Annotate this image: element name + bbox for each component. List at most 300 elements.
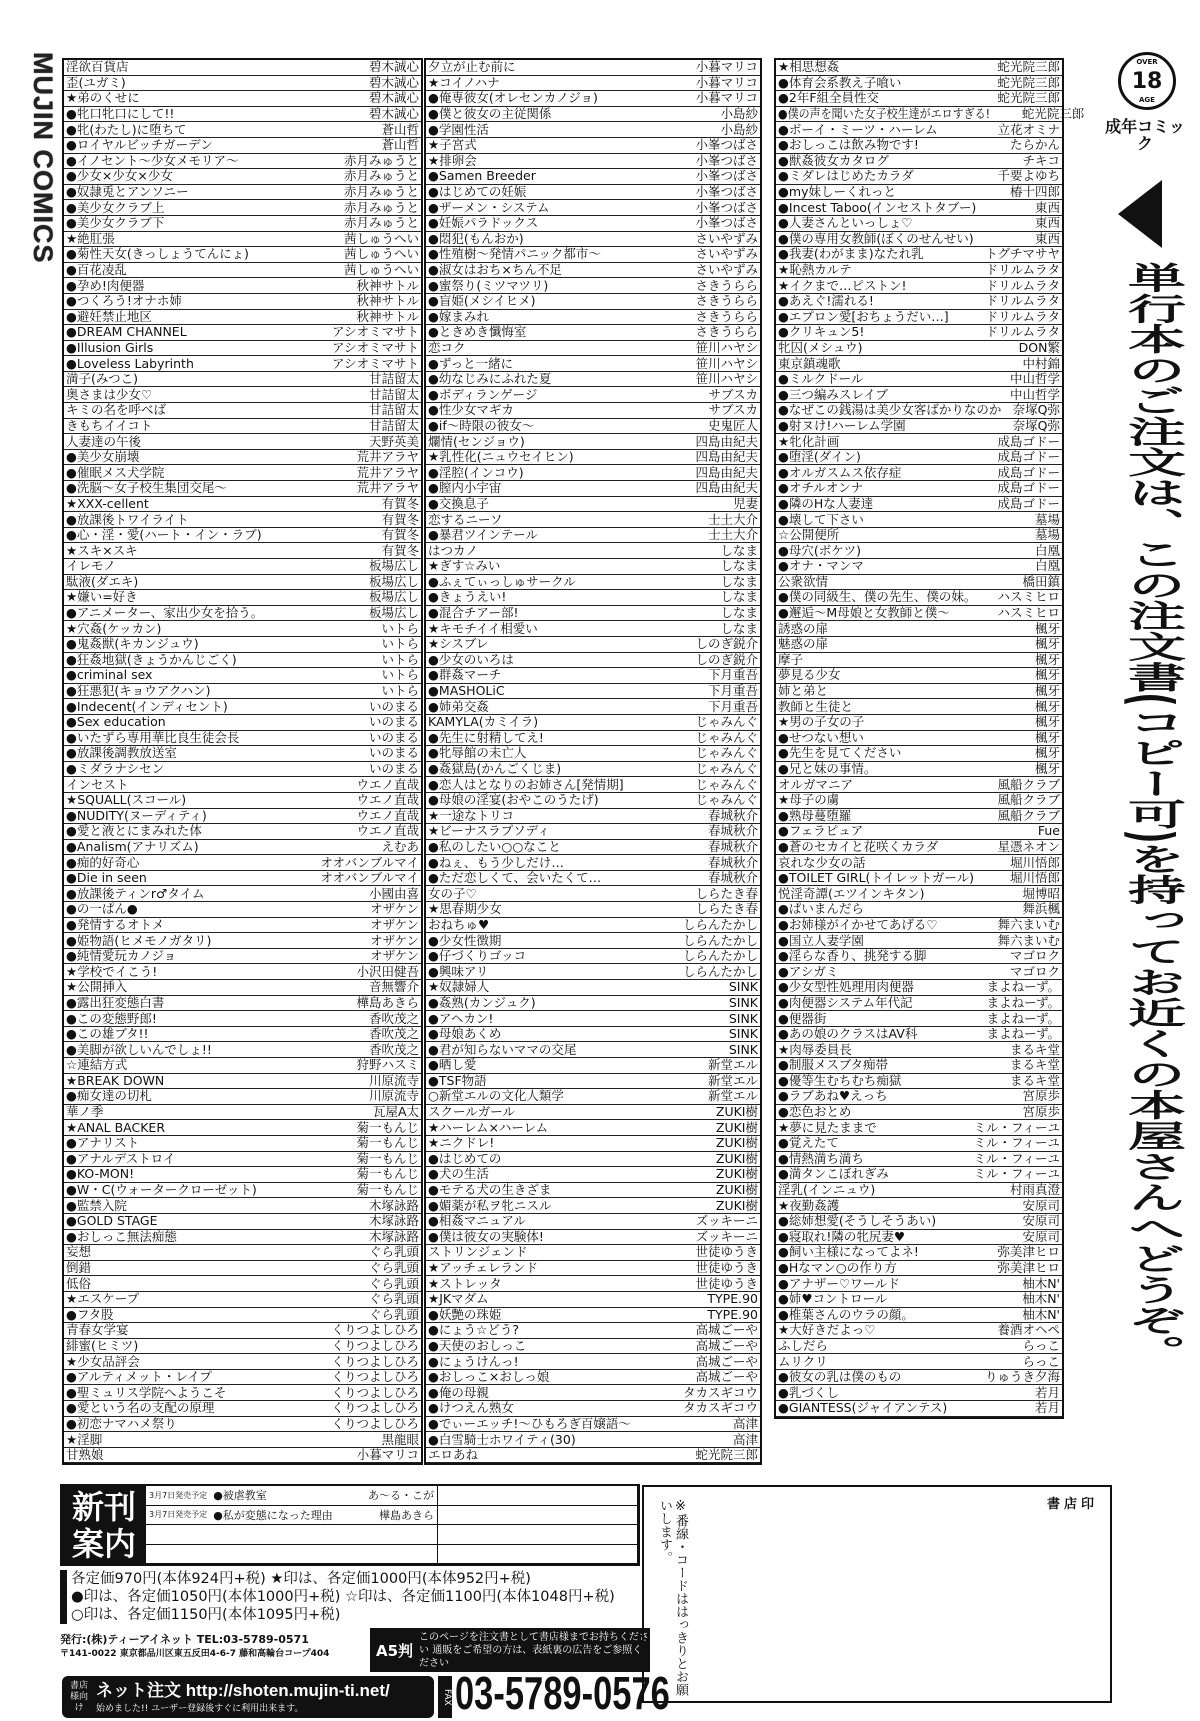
title-row: [776, 918, 1062, 934]
book-author: 荒井アラヤ: [356, 480, 419, 496]
title-row: [776, 793, 1062, 809]
book-author: 中山哲学: [1009, 386, 1060, 402]
title-row: [776, 1198, 1062, 1214]
title-row: [64, 1432, 421, 1448]
book-author: 柚木N': [1022, 1306, 1060, 1322]
book-title: ●妊娠パラドックス: [428, 215, 539, 231]
book-author: 高城ごーや: [695, 1337, 758, 1353]
book-author: いトら: [381, 636, 419, 652]
title-row: [426, 637, 760, 653]
book-author: 有賀冬: [381, 511, 419, 527]
book-title: 摩子: [778, 651, 804, 667]
book-author: いのまる: [368, 729, 419, 745]
book-title: ★公開挿入: [66, 979, 128, 995]
book-author: 蛇光院三郎: [997, 59, 1060, 75]
title-row: [426, 387, 760, 403]
book-title: ●牝口牝口にして!!: [66, 106, 175, 122]
book-author: まるキ堂: [1009, 1041, 1060, 1057]
title-row: [776, 434, 1062, 450]
book-title: ●あの娘のクラスはAV科: [778, 1026, 918, 1042]
title-row: [776, 185, 1062, 201]
book-author: 若月: [1034, 1384, 1060, 1400]
book-title: ★学校でイこう!: [66, 963, 158, 979]
book-author: たらかん: [1009, 137, 1060, 153]
book-author: 東西: [1034, 215, 1060, 231]
book-title: ●アニメーター、家出少女を拾う。: [66, 605, 264, 621]
book-title: ★ビーナスラプソディ: [428, 823, 550, 839]
title-row: [426, 341, 760, 357]
book-author: 小峯つばさ: [695, 152, 758, 168]
book-author: タカスギコウ: [682, 1400, 758, 1416]
title-row: [426, 1120, 760, 1136]
title-row: [776, 294, 1062, 310]
book-author: 堀川悟郎: [1009, 870, 1060, 886]
book-author: 有賀冬: [381, 527, 419, 543]
book-author: 千要よゆち: [997, 168, 1060, 184]
title-row: [426, 1074, 760, 1090]
release-author: あ〜る・こが: [368, 1489, 434, 1503]
book-author: 笹川ハヤシ: [695, 339, 758, 355]
book-author: サブスカ: [708, 402, 758, 418]
title-row: [776, 590, 1062, 606]
title-row: [776, 1089, 1062, 1105]
book-author: 板場広し: [368, 573, 419, 589]
book-author: ぐら乳頭: [368, 1244, 419, 1260]
title-row: [64, 1120, 421, 1136]
book-author: 舞浜楓: [1022, 901, 1060, 917]
book-author: 宮原歩: [1022, 1088, 1060, 1104]
book-author: 赤月みゅうと: [343, 199, 419, 215]
book-author: まよねーず。: [986, 1010, 1060, 1026]
book-author: 村雨真澄: [1009, 1182, 1060, 1198]
book-title: ●ロイヤルビッチガーデン: [66, 137, 213, 153]
book-author: 荒井アラヤ: [356, 449, 419, 465]
title-row: [776, 668, 1062, 684]
book-author: しらたき春: [695, 885, 758, 901]
title-row: [776, 263, 1062, 279]
book-title: ★JKマダム: [428, 1291, 489, 1307]
book-title: ●熟母蔓堕羅: [778, 807, 852, 823]
book-author: くりつよしひろ: [331, 1337, 419, 1353]
book-title: ●姦獄島(かんごくじま): [428, 761, 562, 777]
book-author: TYPE.90: [707, 1306, 758, 1322]
title-row: [776, 996, 1062, 1012]
title-row: [64, 419, 421, 435]
book-author: 墓場: [1034, 511, 1060, 527]
book-author: 白凰: [1034, 558, 1060, 574]
book-author: 楓牙: [1034, 698, 1060, 714]
title-row: [776, 91, 1062, 107]
title-row: [64, 1089, 421, 1105]
title-row: [776, 403, 1062, 419]
title-row: [426, 107, 760, 123]
title-row: [426, 154, 760, 170]
book-author: 橋田鎮: [1022, 573, 1060, 589]
title-row: [776, 699, 1062, 715]
book-author: 世徒ゆうき: [695, 1244, 758, 1260]
book-title: 魅惑の扉: [778, 636, 829, 652]
title-row: [64, 1042, 421, 1058]
book-author: SINK: [728, 979, 758, 995]
book-author: 黒龍眼: [381, 1431, 419, 1447]
title-row: [776, 372, 1062, 388]
title-row: [776, 528, 1062, 544]
book-title: 哀れな少女の話: [778, 854, 866, 870]
book-author: 茜しゅうへい: [343, 230, 419, 246]
book-title: ●催眠メス犬学院: [66, 464, 165, 480]
title-row: [426, 1011, 760, 1027]
title-row: [776, 855, 1062, 871]
title-row: [776, 543, 1062, 559]
title-row: [64, 1245, 421, 1261]
book-title: ●僕と彼女の主従関係: [428, 106, 552, 122]
book-title: ★ストレッタ: [428, 1275, 502, 1291]
book-author: まよねーず。: [986, 1026, 1060, 1042]
book-title: ●晒し愛: [428, 1057, 477, 1073]
title-row: [426, 902, 760, 918]
title-row: [64, 122, 421, 138]
book-author: 香吹茂之: [368, 1041, 419, 1057]
title-row: [64, 1136, 421, 1152]
title-row: [426, 325, 760, 341]
title-row: [426, 543, 760, 559]
book-title: ★夢に見たままで: [778, 1119, 877, 1135]
book-title: ●奴隷兎とアンソニー: [66, 184, 189, 200]
book-title: ●避妊禁止地区: [66, 308, 152, 324]
book-title: ●ミルクドール: [778, 371, 864, 387]
book-title: ●の一ぱん●: [66, 901, 138, 917]
title-row: [426, 606, 760, 622]
book-title: ●DREAM CHANNEL: [66, 324, 187, 340]
title-row: [64, 1105, 421, 1121]
book-author: オザケン: [370, 901, 419, 917]
title-row: [64, 528, 421, 544]
book-title: ●邂逅〜M母娘と女教師と僕〜: [778, 605, 950, 621]
book-title: 低俗: [66, 1275, 92, 1291]
book-title: ●肉便器システム年代記: [778, 994, 913, 1010]
book-title: ★穴姦(ケッカン): [66, 620, 162, 636]
book-title: ●痴的好奇心: [66, 854, 140, 870]
title-row: [64, 731, 421, 747]
title-row: [64, 310, 421, 326]
fax-number: 03-5789-0576: [455, 1667, 670, 1719]
title-row: [64, 715, 421, 731]
book-title: 奥さまは少女♡: [66, 386, 153, 402]
title-row: [64, 840, 421, 856]
book-title: ●姉弟交姦: [428, 698, 489, 714]
publisher-tel: 発行:(株)ティーアイネット TEL:03-5789-0571: [60, 1633, 309, 1646]
book-title: ●覚えたて: [778, 1135, 839, 1151]
book-title: ●盲姫(メシイヒメ): [428, 293, 536, 309]
title-row: [426, 1276, 760, 1292]
book-title: ●飼い主様になってよネ!: [778, 1244, 919, 1260]
book-author: 高城ごーや: [695, 1322, 758, 1338]
book-author: オザケン: [370, 932, 419, 948]
title-row: [776, 715, 1062, 731]
book-author: 秋神サトル: [356, 293, 419, 309]
release-title: ●私が変態になった理由: [213, 1508, 333, 1522]
book-author: 風船クラブ: [997, 776, 1060, 792]
book-title: ●僕の同級生、僕の先生、僕の妹。: [778, 589, 977, 605]
title-row: [64, 1292, 421, 1308]
book-title: ●にょうけんっ!: [428, 1353, 519, 1369]
title-row: [64, 138, 421, 154]
book-author: しなま: [720, 573, 758, 589]
title-row: [426, 840, 760, 856]
title-row: [426, 200, 760, 216]
title-row: [426, 1152, 760, 1168]
book-title: ★ANAL BACKER: [66, 1119, 166, 1135]
title-row: [64, 855, 421, 871]
book-title: ●性少女マギカ: [428, 402, 514, 418]
book-author: まるキ堂: [1009, 1072, 1060, 1088]
title-row: [426, 419, 760, 435]
book-title: ●母娘あくめ: [428, 1026, 502, 1042]
book-title: ★エスケープ: [66, 1291, 140, 1307]
book-title: ★コイノハナ: [428, 74, 500, 90]
book-author: 小島紗: [720, 106, 758, 122]
book-title: ★乳性化(ニュウセイヒン): [428, 449, 574, 465]
title-row: [426, 1432, 760, 1448]
book-title: ●妖艶の珠姫: [428, 1306, 502, 1322]
title-row: [426, 512, 760, 528]
title-row: [64, 1276, 421, 1292]
book-author: 小沢田健吾: [356, 963, 419, 979]
book-author: SINK: [728, 1010, 758, 1026]
book-author: 菊一もんじ: [356, 1182, 419, 1198]
book-title: ●姫物語(ヒメモノガタリ): [66, 932, 212, 948]
title-row: [64, 1339, 421, 1355]
book-author: 成島ゴドー: [997, 433, 1060, 449]
book-author: 春城秋介: [707, 807, 758, 823]
book-title: 華ノ季: [66, 1104, 104, 1120]
net-order-for: 書店様向け: [69, 1680, 88, 1713]
book-author: アシオミマサト: [331, 339, 419, 355]
book-title: 誘惑の扉: [778, 620, 829, 636]
book-title: ●姉♥コントロール: [778, 1291, 888, 1307]
title-row: [64, 699, 421, 715]
title-row: [426, 1339, 760, 1355]
title-row: [64, 60, 421, 76]
book-title: ストリンジェンド: [428, 1244, 528, 1260]
book-title: 女の子♡: [428, 885, 477, 901]
book-title: ●堕淫(ダイン): [778, 449, 861, 465]
book-title: ●淫腔(インコウ): [428, 464, 524, 480]
title-row: [776, 1011, 1062, 1027]
title-row: [64, 918, 421, 934]
title-row: [426, 1058, 760, 1074]
book-author: 狩野ハスミ: [356, 1057, 419, 1073]
book-title: ●にょう☆どう?: [428, 1322, 519, 1338]
title-row: [64, 1058, 421, 1074]
title-row: [64, 1417, 421, 1433]
book-author: アシオミマサト: [331, 355, 419, 371]
book-title: ●アナザー♡ワールド: [778, 1275, 900, 1291]
book-title: 人妻達の午後: [66, 433, 142, 449]
book-title: ●交換息子: [428, 495, 489, 511]
book-author: 菊一もんじ: [356, 1119, 419, 1135]
title-row: [64, 980, 421, 996]
book-title: ★シスブレ: [428, 636, 489, 652]
title-row: [426, 996, 760, 1012]
price-line: ○印は、各定価1150円(本体1095円+税): [71, 1607, 341, 1623]
book-title: ●百花凌乱: [66, 262, 127, 278]
book-title: ●少女型性処理用肉便器: [778, 979, 914, 995]
over-18-badge: [1118, 52, 1176, 110]
book-title: ●嫁まみれ: [428, 308, 489, 324]
title-row: [64, 1308, 421, 1324]
book-author: ハスミヒロ: [997, 605, 1060, 621]
book-title: ●蒼のセカイと花咲くカラダ: [778, 838, 939, 854]
book-title: ☆連結方式: [66, 1057, 128, 1073]
book-title: ●ボーイ・ミーツ・ハーレム: [778, 121, 938, 137]
book-title: ●椎葉さんのウラの顔。: [778, 1306, 914, 1322]
title-row: [426, 777, 760, 793]
title-row: [776, 559, 1062, 575]
book-title: ●放課後ティンr♂タイム: [66, 885, 205, 901]
title-row: [776, 964, 1062, 980]
book-author: 新堂エル: [707, 1057, 758, 1073]
book-author: 白凰: [1034, 542, 1060, 558]
book-author: 成島ゴドー: [997, 464, 1060, 480]
title-row: [64, 933, 421, 949]
book-title: ●母娘の淫宴(おやこのうたげ): [428, 792, 599, 808]
book-title: ●媚薬が私ヲ牝ニスル: [428, 1197, 552, 1213]
adult-comic-label: 成年コミック: [1105, 117, 1185, 153]
book-title: ●牝(わたし)に堕ちて: [66, 121, 187, 137]
book-title: ★肉辱委員長: [778, 1041, 852, 1057]
net-order-url[interactable]: http://shoten.mujin-ti.net/: [185, 1680, 390, 1700]
book-title: 教師と生徒と: [778, 698, 854, 714]
title-row: [776, 1292, 1062, 1308]
title-row: [64, 91, 421, 107]
book-title: ●淫らな香り、挑発する脚: [778, 948, 927, 964]
book-author: DON繁: [1018, 339, 1060, 355]
book-title: ●鬼姦獣(キカンジュウ): [66, 636, 199, 652]
release-title: ●被虐教室: [213, 1489, 267, 1503]
book-title: ●放課後トワイライト: [66, 511, 189, 527]
arrow-left-icon: [1118, 180, 1162, 248]
book-title: ●仔づくりゴッコ: [428, 948, 527, 964]
book-author: しらたき春: [695, 901, 758, 917]
book-title: ●ミダラナシセン: [66, 761, 165, 777]
book-author: 小峯つばさ: [695, 215, 758, 231]
book-title: ●興味アリ: [428, 963, 489, 979]
book-title: ★ぎす☆みい: [428, 558, 501, 574]
book-title: ●愛と液とにまみれた体: [66, 823, 202, 839]
book-author: 蛇光院三郎: [997, 90, 1060, 106]
book-title: ●悶犯(もんおか): [428, 230, 524, 246]
book-author: 新堂エル: [707, 1088, 758, 1104]
title-row: [776, 653, 1062, 669]
book-author: 高津: [732, 1431, 758, 1447]
title-row: [64, 1011, 421, 1027]
book-author: 児妻: [732, 495, 758, 511]
title-row: [426, 1417, 760, 1433]
book-author: オオバンブルマイ: [320, 870, 419, 886]
book-title: ●愛という名の支配の原理: [66, 1400, 215, 1416]
book-title: ●TSF物語: [428, 1072, 487, 1088]
title-row: [64, 1385, 421, 1401]
net-order-title: ネット注文: [96, 1680, 181, 1700]
title-row: [64, 824, 421, 840]
book-title: 東京鎮魂歌: [778, 355, 841, 371]
book-author: 赤月みゅうと: [343, 168, 419, 184]
book-author: 甘詰留太: [368, 402, 419, 418]
book-author: 蛇光院三郎: [997, 74, 1060, 90]
book-title: スクールガール: [428, 1104, 516, 1120]
net-order-sub: 始めました!! ユーザー登録後すぐに利用出来ます。: [96, 1703, 304, 1714]
title-row: [64, 871, 421, 887]
book-title: ●蜜祭り(ミツマツリ): [428, 277, 549, 293]
book-title: ●つくろう!オナホ姉: [66, 293, 182, 309]
book-title: ●混合チアー部!: [428, 605, 519, 621]
book-title: ●君が知らないママの交尾: [428, 1041, 577, 1057]
title-row: [426, 1089, 760, 1105]
book-author: 四島由紀夫: [695, 480, 758, 496]
title-row: [426, 216, 760, 232]
title-row: [426, 1292, 760, 1308]
book-title: ●はじめての妊娠: [428, 184, 527, 200]
book-title: ●私のしたい○○なこと: [428, 838, 561, 854]
book-author: いのまる: [368, 698, 419, 714]
book-author: 宮原歩: [1022, 1104, 1060, 1120]
title-row: [776, 621, 1062, 637]
book-title: ●兄と妹の事情。: [778, 761, 877, 777]
book-title: ●モテる犬の生きざま: [428, 1182, 552, 1198]
book-author: トグチマサヤ: [985, 246, 1060, 262]
title-row: [426, 247, 760, 263]
book-title: ●いたずら専用華比良生徒会長: [66, 729, 240, 745]
book-author: 小國由喜: [368, 885, 419, 901]
book-author: 甘詰留太: [368, 417, 419, 433]
book-title: ●美少女クラブ下: [66, 215, 165, 231]
book-author: ウエノ直哉: [356, 792, 419, 808]
book-title: ●相姦マニュアル: [428, 1213, 526, 1229]
title-row: [64, 606, 421, 622]
book-author: 安原司: [1022, 1213, 1060, 1229]
book-title: キミの名を呼べば: [66, 402, 167, 418]
title-row: [64, 746, 421, 762]
title-row: [426, 1385, 760, 1401]
title-row: [64, 1027, 421, 1043]
book-author: 奈塚Q弥: [1012, 417, 1060, 433]
book-author: じゃみんぐ: [695, 745, 758, 761]
book-title: ●寝取れ!隣の牝尻妻♥: [778, 1228, 906, 1244]
book-title: ●白雪騎士ホワイティ(30): [428, 1431, 576, 1447]
book-title: 夢見る少女: [778, 667, 841, 683]
price-line: ●印は、各定価1050円(本体1000円+税) ☆印は、各定価1100円(本体1048円+税): [71, 1589, 615, 1605]
book-title: ★スキ×スキ: [66, 542, 138, 558]
book-author: 士土大介: [707, 511, 758, 527]
book-author: 荒井アラヤ: [356, 464, 419, 480]
book-author: いのまる: [368, 745, 419, 761]
book-title: ●せつない想い: [778, 729, 864, 745]
blank-cell: [438, 1525, 638, 1545]
book-author: さきうらら: [695, 324, 758, 340]
book-title: ●少女性徴期: [428, 932, 502, 948]
title-row: [64, 559, 421, 575]
book-author: 秋神サトル: [356, 277, 419, 293]
title-row: [64, 653, 421, 669]
book-title: ★BREAK DOWN: [66, 1072, 165, 1088]
title-row: [64, 964, 421, 980]
store-stamp-box: [642, 1485, 1112, 1703]
title-row: [426, 1042, 760, 1058]
book-title: ●W・C(ウォータークローゼット): [66, 1182, 257, 1198]
title-row: [776, 465, 1062, 481]
title-row: [64, 793, 421, 809]
